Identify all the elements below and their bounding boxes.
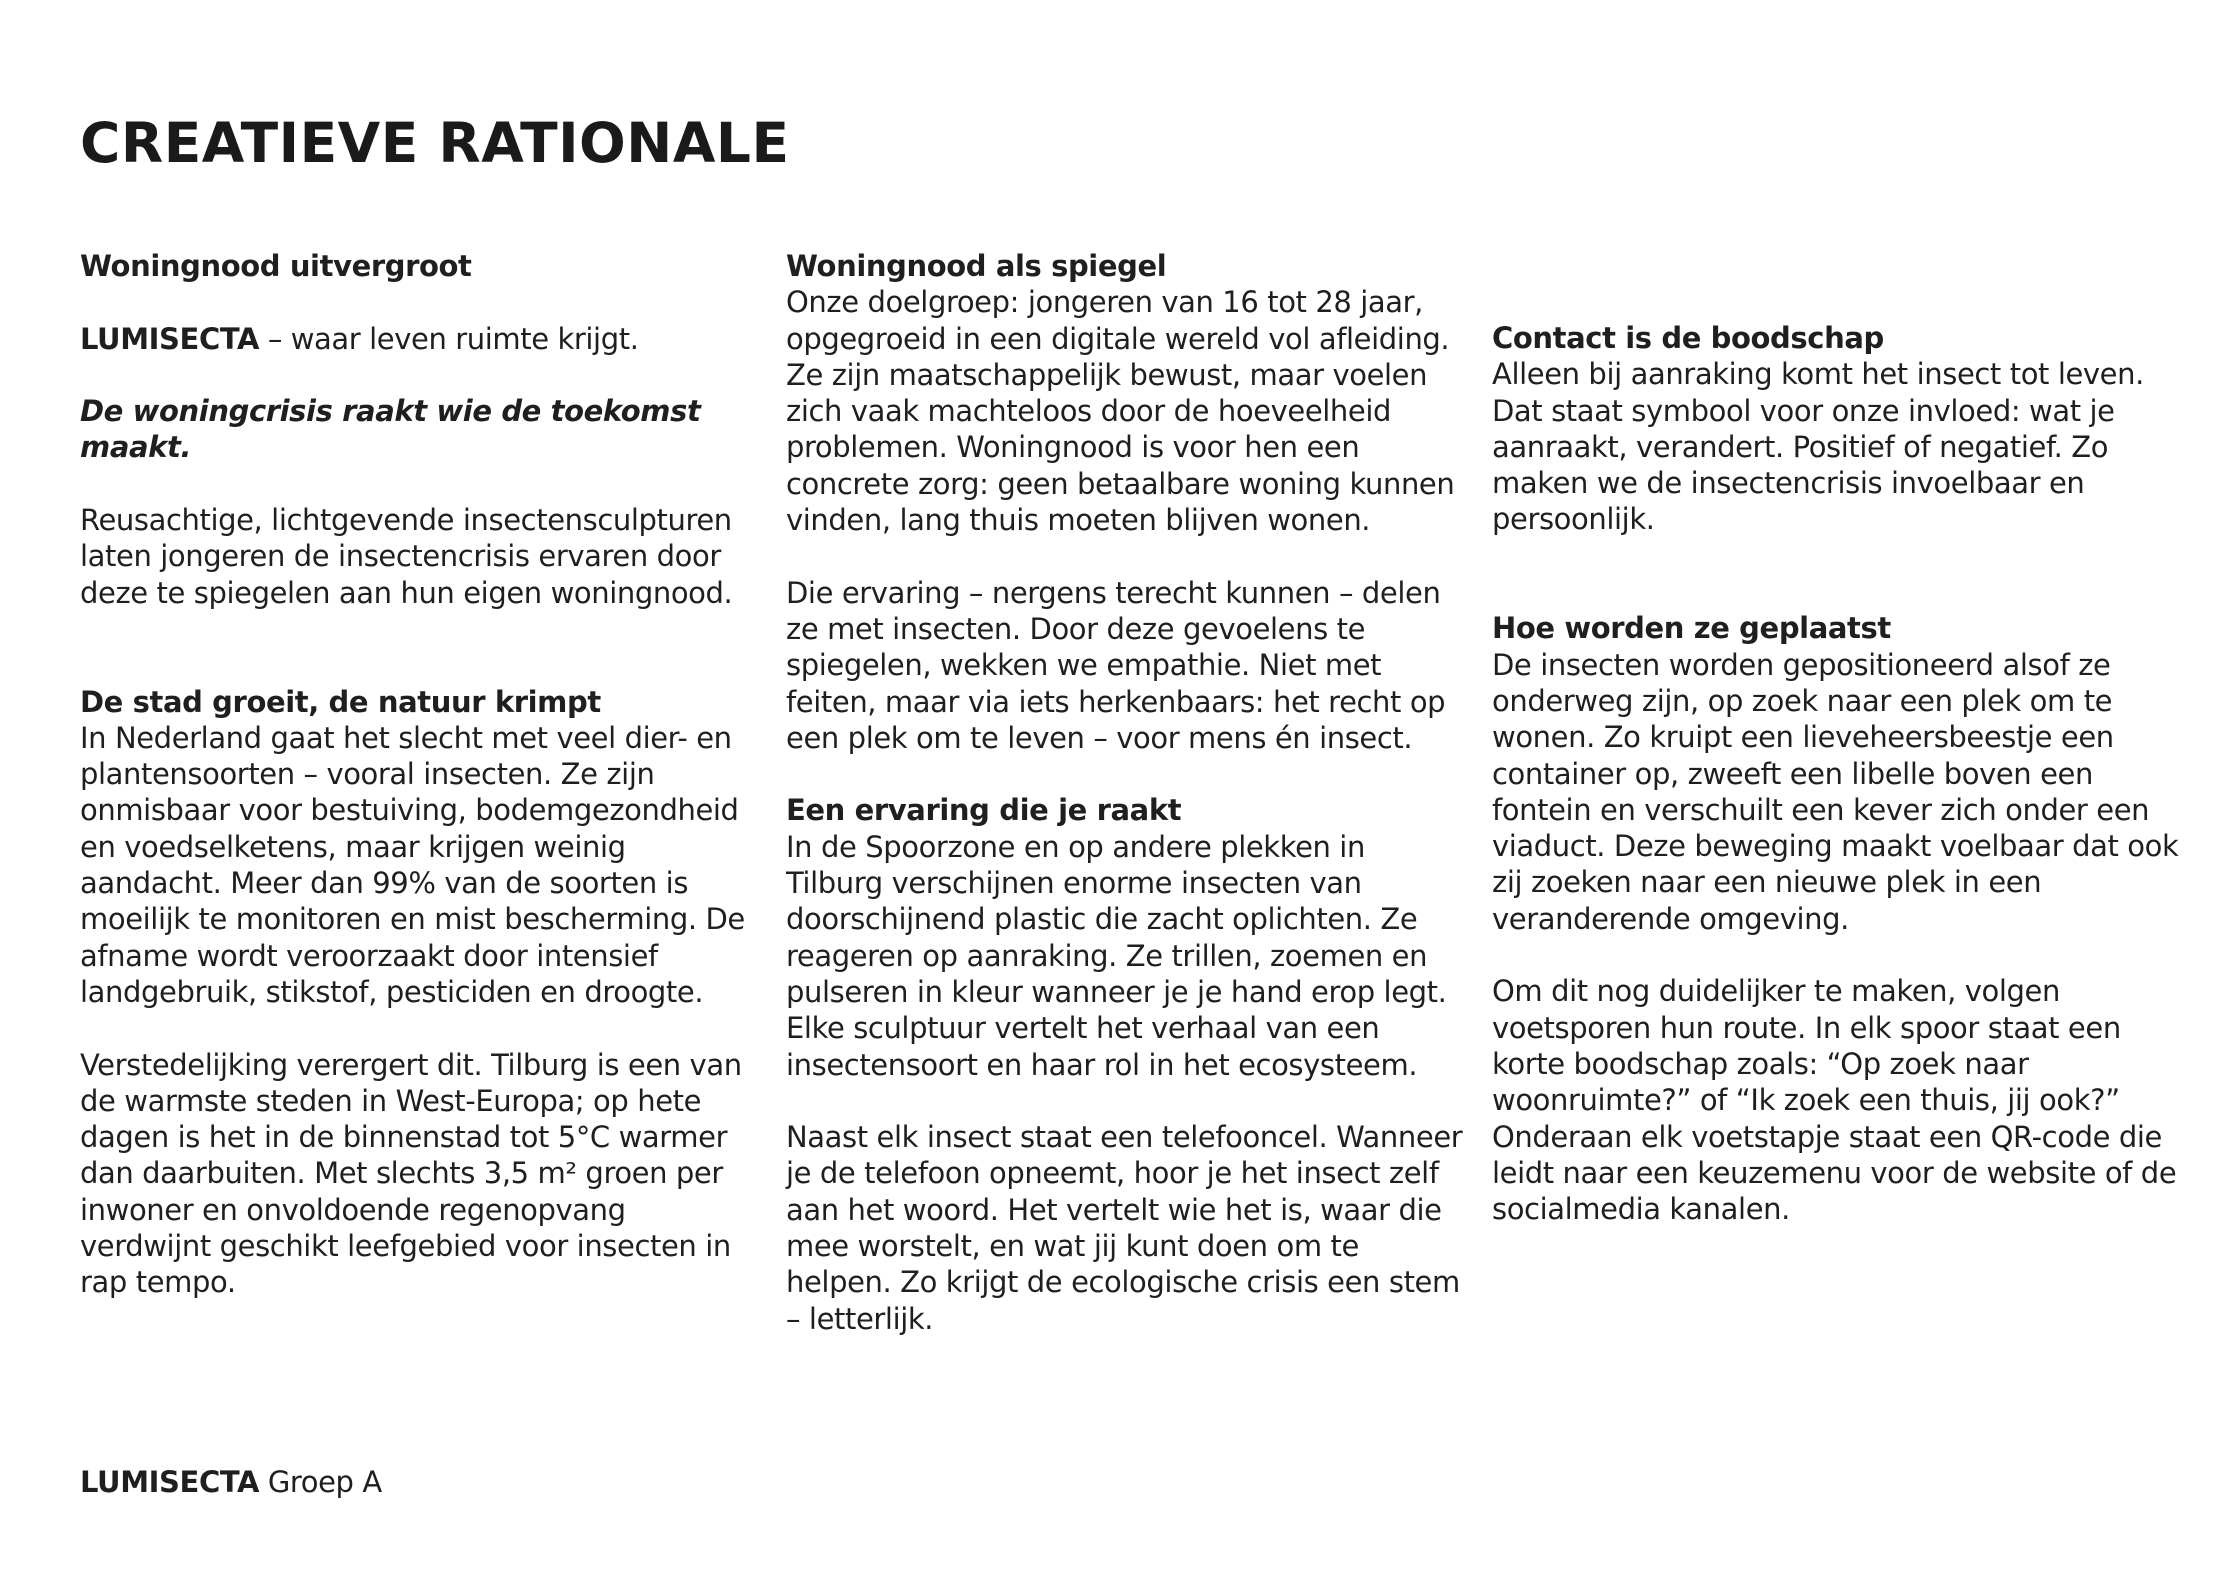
brand-name: LUMISECTA [80, 321, 259, 356]
section-heading-stad-groeit: De stad groeit, de natuur krimpt [80, 684, 601, 719]
footer [80, 1464, 382, 1500]
section-heading-woningnood-als-spiegel: Woningnood als spiegel [786, 249, 1167, 283]
paragraph: Onze doelgroep: jongeren van 16 tot 28 jaar, opgegroeid in een digitale wereld vol afleiding. Ze zijn maatschappelijk bewust, maar voelen zich vaak machteloos door de hoeveelheid problemen. Woningnood is voor hen een concrete zorg: geen betaalbare woning kunnen vinden, lang thuis moeten blijven wonen. [786, 285, 1455, 538]
paragraph: In Nederland gaat het slecht met veel dier- en plantensoorten – vooral insecten. Ze zijn onmisbaar voor bestuiving, bodemgezondheid en voedselketens, maar krijgen weinig aandacht. Meer dan 99% van de soorten is moeilijk te monitoren en mist bescherming. De afname wordt veroorzaakt door intensief landgebruik, stikstof, pesticiden en droogte. [80, 720, 745, 1009]
section-heading-plaatsing: Hoe worden ze geplaatst [1492, 611, 1891, 646]
paragraph: Verstedelijking verergert dit. Tilburg is een van de warmste steden in West-Europa; op hete dagen is het in de binnenstad tot 5°C warmer dan daarbuiten. Met slechts 3,5 m² groen per inwoner en onvoldoende regenopvang verdwijnt geschikt leefgebied voor insecten in rap tempo. [80, 1047, 742, 1300]
paragraph: Alleen bij aanraking komt het insect tot leven. Dat staat symbool voor onze invloed: wat je aanraakt, verandert. Positief of negatief. Zo maken we de insectencrisis invoelbaar en persoonlijk. [1492, 357, 2144, 537]
intro-paragraph: Reusachtige, lichtgevende insectensculpturen laten jongeren de insectencrisis ervaren door deze te spiegelen aan hun eigen woningnood. [80, 503, 733, 610]
section-heading-ervaring: Een ervaring die je raakt [786, 793, 1182, 828]
column-middle [786, 248, 1466, 1337]
tagline [80, 321, 760, 357]
section-heading-woningnood-uitvergroot: Woningnood uitvergroot [80, 249, 472, 283]
footer-brand: LUMISECTA [80, 1465, 259, 1499]
paragraph: In de Spoorzone en op andere plekken in Tilburg verschijnen enorme insecten van doorschijnend plastic die zacht oplichten. Ze reageren op aanraking. Ze trillen, zoemen en pulseren in kleur wanneer je je hand erop legt. Elke sculptuur vertelt het verhaal van een insectensoort en haar rol in het ecosysteem. [786, 829, 1447, 1082]
footer-group: Groep A [259, 1465, 382, 1499]
column-right [1492, 320, 2182, 1227]
statement: De woningcrisis raakt wie de toekomst maakt. [80, 394, 701, 465]
paragraph: Naast elk insect staat een telefooncel. Wanneer je de telefoon opneemt, hoor je het insect zelf aan het woord. Het vertelt wie het is, waar die mee worstelt, en wat jij kunt doen om te helpen. Zo krijgt de ecologische crisis een stem – letterlijk. [786, 1120, 1463, 1336]
paragraph: Om dit nog duidelijker te maken, volgen voetsporen hun route. In elk spoor staat een korte boodschap zoals: “Op zoek naar woonruimte?” of “Ik zoek een thuis, jij ook?” Onderaan elk voetstapje staat een QR-code die leidt naar een keuzemenu voor de website of de socialmedia kanalen. [1492, 974, 2177, 1227]
tagline-text: – waar leven ruimte krijgt. [259, 321, 639, 356]
section-heading-contact: Contact is de boodschap [1492, 321, 1884, 355]
page-title: CREATIEVE RATIONALE [80, 111, 790, 175]
paragraph: De insecten worden gepositioneerd alsof ze onderweg zijn, op zoek naar een plek om te wonen. Zo kruipt een lieveheersbeestje een container op, zweeft een libelle boven een fontein en verschuilt een kever zich onder een viaduct. Deze beweging maakt voelbaar dat ook zij zoeken naar een nieuwe plek in een veranderende omgeving. [1492, 647, 2179, 936]
column-left [80, 248, 760, 1301]
paragraph: Die ervaring – nergens terecht kunnen – delen ze met insecten. Door deze gevoelens te spiegelen, wekken we empathie. Niet met feiten, maar via iets herkenbaars: het recht op een plek om te leven – voor mens én insect. [786, 575, 1446, 755]
